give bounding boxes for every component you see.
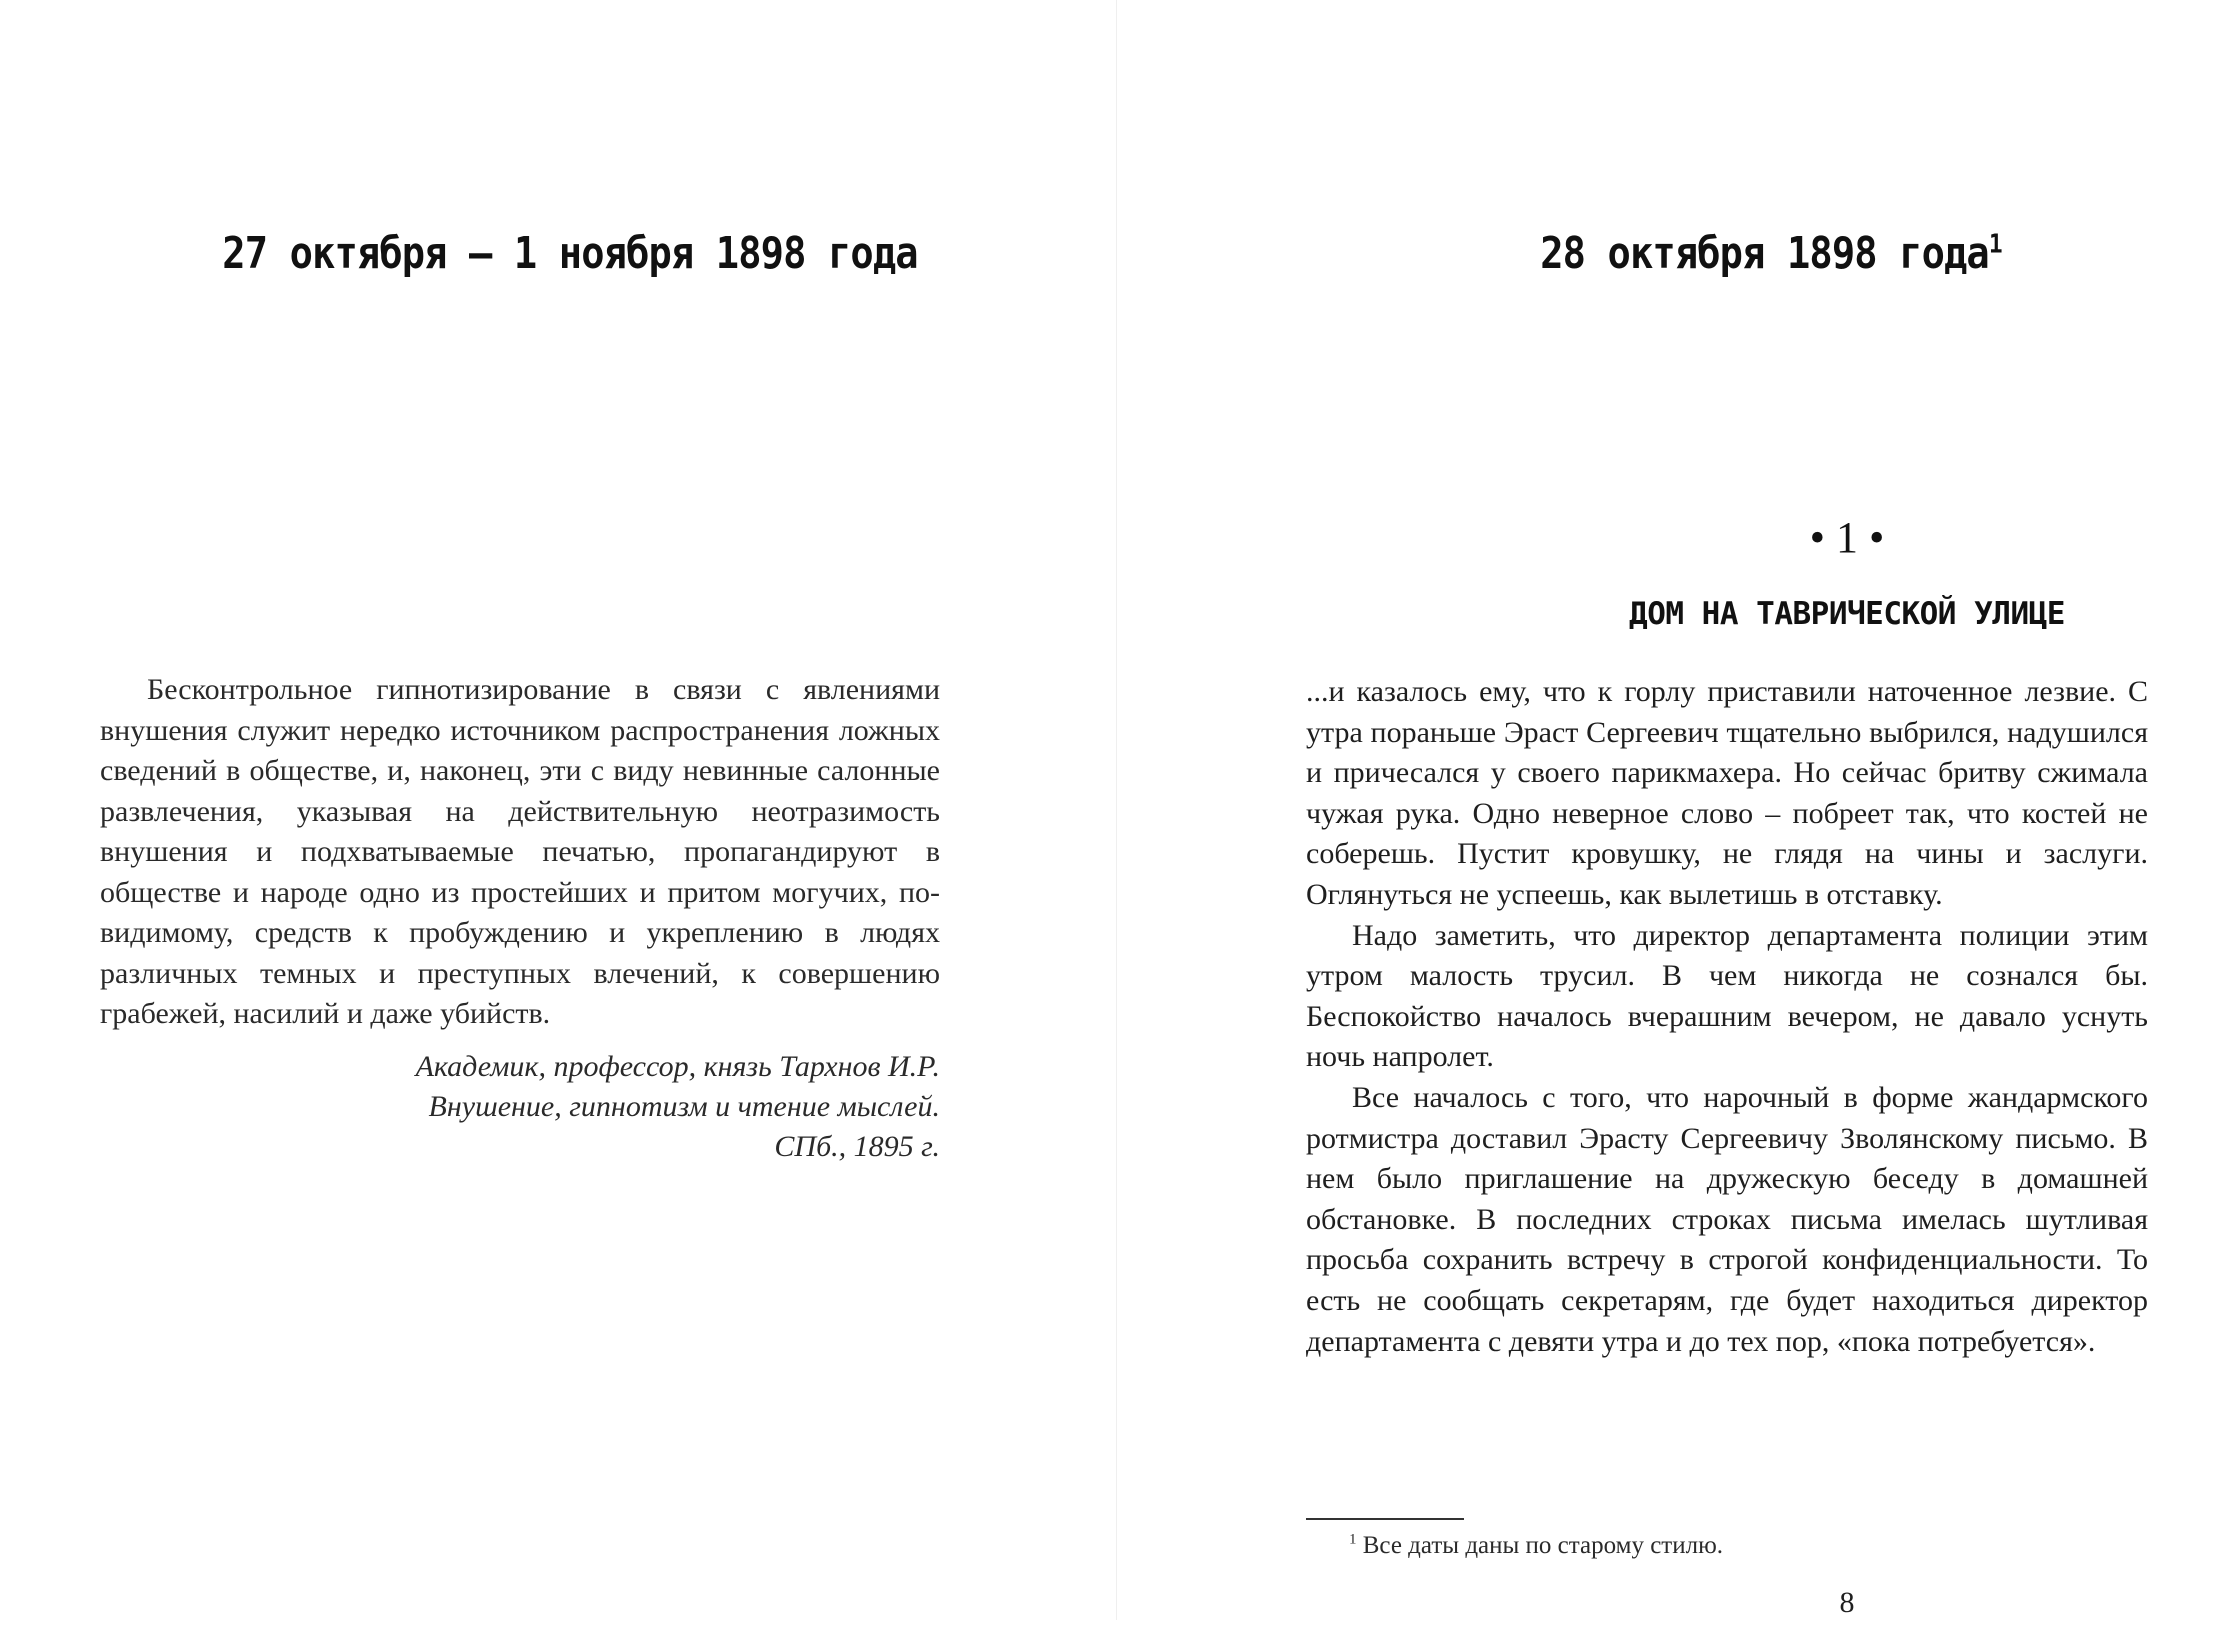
body-paragraph: ...и казалось ему, что к горлу приставили наточенное лезвие. С утра пораньше Эраст Сергеевич тщательно выбрился, надушился и причесался у своего парикмахера. Но сейчас бритву сжимала чужая рука. Одно неверное слово – побреет так, что костей не соберешь. Пустит кровушку, не глядя на чины и заслуги. Оглянуться не успеешь, как вылетишь в отставку. (1306, 675, 2148, 911)
footnote-divider (1306, 1518, 1464, 1520)
epigraph-source (100, 1047, 940, 1167)
epigraph-source-title: Внушение, гипнотизм и чтение мыслей. (428, 1089, 940, 1123)
right-page (1117, 0, 2234, 1642)
chapter-title: ДОМ НА ТАВРИЧЕСКОЙ УЛИЦЕ (1629, 596, 2065, 632)
footnote-text: Все даты даны по старому стилю. (1362, 1532, 1724, 1559)
right-part-title (1354, 228, 2188, 279)
epigraph-source-author: Академик, профессор, князь Тархнов И.Р. (415, 1049, 940, 1083)
left-part-title: 27 октября – 1 ноября 1898 года (222, 228, 918, 279)
epigraph (100, 670, 940, 1167)
chapter-body (1306, 672, 2148, 1362)
epigraph-text: Бесконтрольное гипнотизирование в связи с явлениями внушения служит нередко источником распространения ложных сведений в обществе, и, наконец, эти с виду невинные салонные развлечения, указывая на действительную неотразимость внушения и подхватываемые печатью, пропагандируют в обществе и народе одно из простейших и притом могучих, по-видимому, средств к пробуждению и укреплению в людях различных темных и преступных влечений, к совершению грабежей, насилий и даже убийств. (100, 673, 940, 1030)
footnote-reference-mark: 1 (1988, 229, 2002, 260)
epigraph-source-place: СПб., 1895 г. (774, 1129, 940, 1163)
right-part-title-text: 28 октября 1898 года (1540, 228, 1989, 279)
page-number: 8 (1839, 1586, 1855, 1619)
body-paragraph: Все началось с того, что нарочный в форме жандармского ротмистра доставил Эрасту Сергеевичу Зволянскому письмо. В нем было приглашение на дружескую беседу в домашней обстановке. В последних строках письма имелась шутливая просьба сохранить встречу в строгой конфиденциальности. То есть не сообщать секретарям, где будет находиться директор департамента с девяти утра и до тех пор, «пока потребуется». (1306, 1080, 2148, 1358)
footnote (1349, 1530, 1723, 1562)
chapter-number: • 1 • (1809, 513, 1885, 562)
body-paragraph: Надо заметить, что директор департамента полиции этим утром малость трусил. В чем никогда не сознался бы. Беспокойство началось вчерашним вечером, не давало уснуть ночь напролет. (1306, 918, 2148, 1074)
footnote-mark: 1 (1349, 1531, 1357, 1548)
